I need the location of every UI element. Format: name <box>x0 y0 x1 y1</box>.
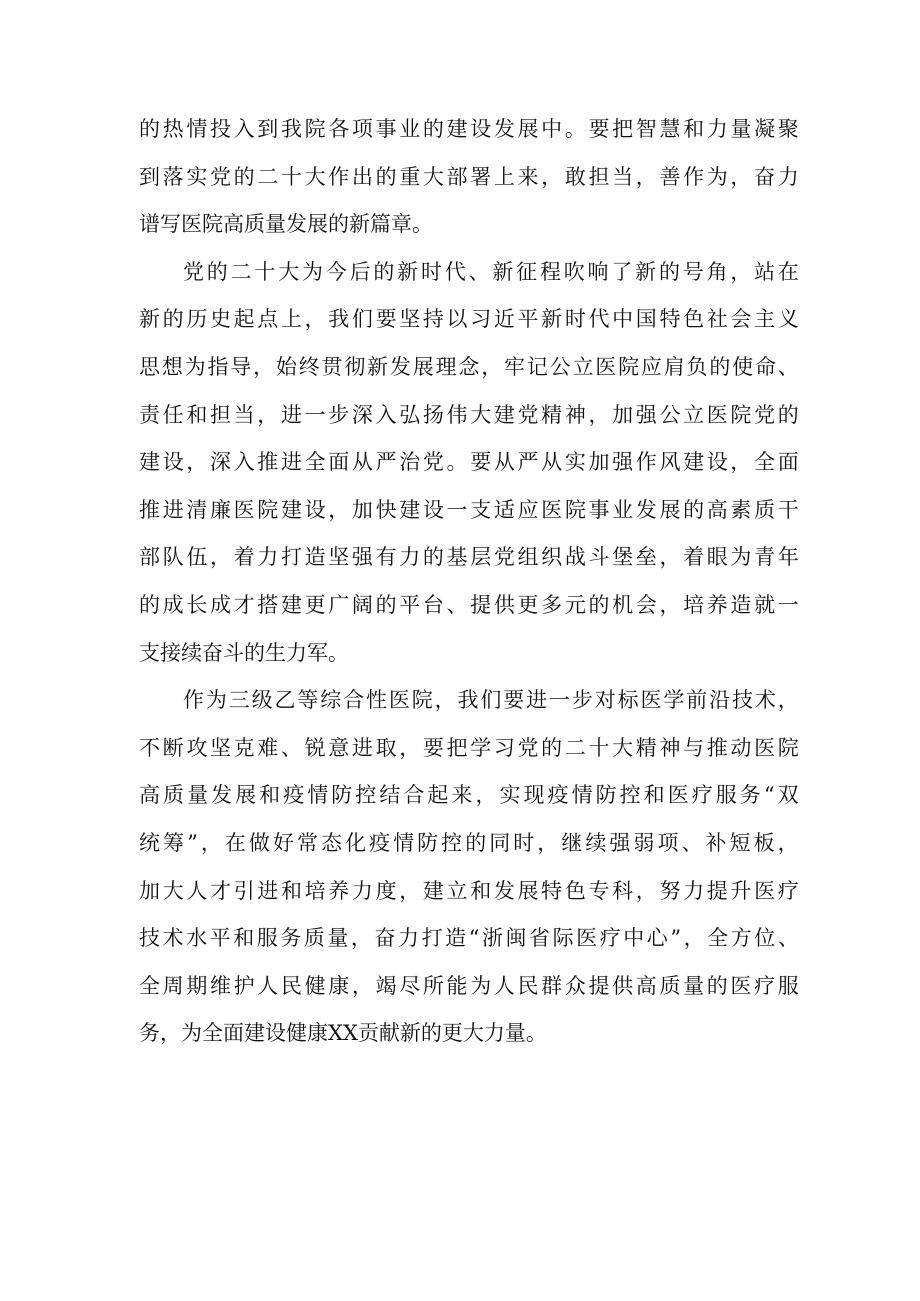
text-line: 高 质 量 发 展 和 疫 情 防 控 结 合 起 来 ， 实 现 疫 情 防 控 和 医 疗 服 务 “ 双 <box>139 783 799 808</box>
text-line: 建 设 ， 深 入 推 进 全 面 从 严 治 党 。 要 从 严 从 实 加 强 作 风 建 设 ， 全 面 <box>139 450 799 475</box>
text-line: 不 断 攻 坚 克 难 、 锐 意 进 取 ， 要 把 学 习 党 的 二 十 大 精 神 与 推 动 医 院 <box>139 735 799 760</box>
text-line: 到 落 实 党 的 二 十 大 作 出 的 重 大 部 署 上 来 ， 敢 担 当 ， 善 作 为 ， 奋 力 <box>139 164 799 189</box>
text-line: 新 的 历 史 起 点 上 ， 我 们 要 坚 持 以 习 近 平 新 时 代 中 国 特 色 社 会 主 义 <box>139 307 799 332</box>
paragraph-first-line: 作 为 三 级 乙 等 综 合 性 医 院 ， 我 们 要 进 一 步 对 标 医 学 前 沿 技 术 ， <box>183 688 799 713</box>
text-line: 全 周 期 维 护 人 民 健 康 ， 竭 尽 所 能 为 人 民 群 众 提 供 高 质 量 的 医 疗 服 <box>139 973 799 998</box>
text-line: 统 筹 ” ， 在 做 好 常 态 化 疫 情 防 控 的 同 时 ， 继 续 强 弱 项 、 补 短 板 ， <box>139 830 799 855</box>
text-line: 谱写医院高质量发展的新篇章。 <box>139 212 433 237</box>
paragraph-first-line: 党 的 二 十 大 为 今 后 的 新 时 代 、 新 征 程 吹 响 了 新 的 号 角 ， 站 在 <box>183 259 799 284</box>
body-text <box>139 106 799 1058</box>
text-line: 责 任 和 担 当 ， 进 一 步 深 入 弘 扬 伟 大 建 党 精 神 ， 加 强 公 立 医 院 党 的 <box>139 402 799 427</box>
text-line: 思 想 为 指 导 ， 始 终 贯 彻 新 发 展 理 念 ， 牢 记 公 立 医 院 应 肩 负 的 使 命 、 <box>139 354 799 379</box>
text-line: 推 进 清 廉 医 院 建 设 ， 加 快 建 设 一 支 适 应 医 院 事 业 发 展 的 高 素 质 干 <box>139 497 799 522</box>
text-line: 的 成 长 成 才 搭 建 更 广 阔 的 平 台 、 提 供 更 多 元 的 机 会 ， 培 养 造 就 一 <box>139 592 799 617</box>
text-line: 务，为全面建设健康XX贡献新的更大力量。 <box>139 1021 547 1046</box>
text-line: 加 大 人 才 引 进 和 培 养 力 度 ， 建 立 和 发 展 特 色 专 科 ， 努 力 提 升 医 疗 <box>139 878 799 903</box>
text-line: 的 热 情 投 入 到 我 院 各 项 事 业 的 建 设 发 展 中 。 要 把 智 慧 和 力 量 凝 聚 <box>139 117 799 141</box>
text-line: 部 队 伍 ， 着 力 打 造 坚 强 有 力 的 基 层 党 组 织 战 斗 堡 垒 ， 着 眼 为 青 年 <box>139 545 799 570</box>
text-line: 支接续奋斗的生力军。 <box>139 640 349 665</box>
text-line: 技 术 水 平 和 服 务 质 量 ， 奋 力 打 造 “ 浙 闽 省 际 医 疗 中 心 ” ， 全 方 位 、 <box>139 926 799 951</box>
